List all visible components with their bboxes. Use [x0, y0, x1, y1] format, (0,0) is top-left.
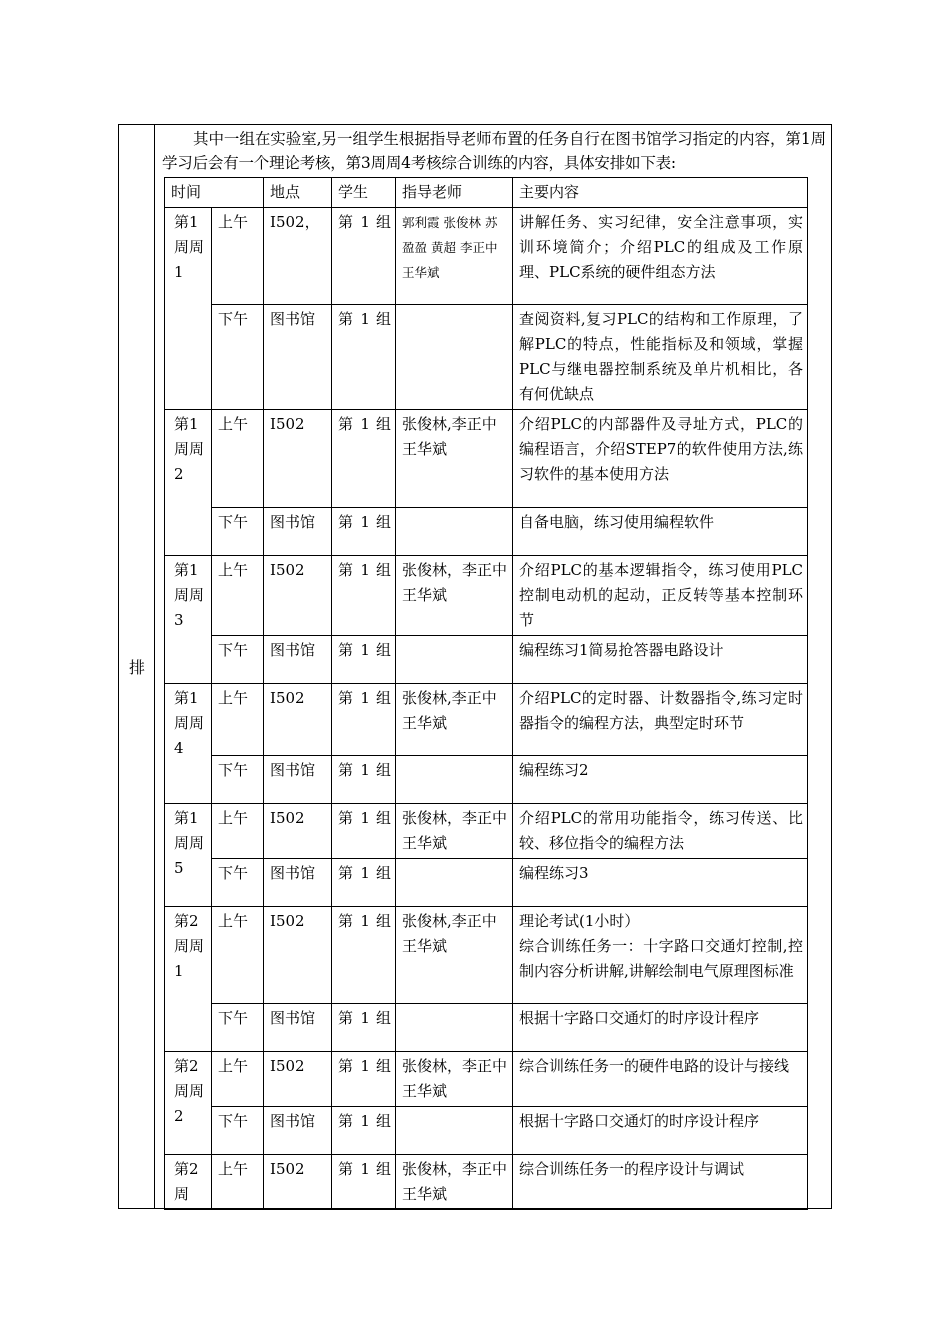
week-cell: 第1周周3 [165, 556, 212, 684]
teacher-cell [396, 636, 513, 684]
place-cell: I502 [264, 1052, 332, 1107]
table-header-row [165, 178, 808, 208]
section-label-column [119, 125, 155, 1208]
place-cell: 图书馆 [264, 305, 332, 410]
place-cell: 图书馆 [264, 1107, 332, 1155]
week-cell: 第2周周1 [165, 907, 212, 1052]
place-cell: I502， [264, 208, 332, 305]
content-text: 介绍PLC的常用功能指令，练习传送、比较、移位指令的编程方法 [519, 809, 804, 852]
group-cell: 第 1 组 [332, 907, 396, 1004]
place-cell: I502 [264, 556, 332, 636]
period-cell: 下午 [212, 1107, 264, 1155]
period-cell: 上午 [212, 410, 264, 508]
content-text: 介绍PLC的内部器件及寻址方式，PLC的编程语言，介绍STEP7的软件使用方法,练习软件的基本使用方法 [519, 415, 804, 483]
week-cell: 第1周周2 [165, 410, 212, 556]
table-row [165, 907, 808, 1004]
place-cell: 图书馆 [264, 508, 332, 556]
period-cell: 下午 [212, 636, 264, 684]
table-row [165, 508, 808, 556]
group-cell: 第 1 组 [332, 859, 396, 907]
place-cell: I502 [264, 684, 332, 756]
group-cell: 第 1 组 [332, 756, 396, 804]
content-cell [513, 410, 808, 508]
table-row [165, 410, 808, 508]
content-cell: 编程练习3 [513, 859, 808, 907]
table-row [165, 1107, 808, 1155]
content-cell [513, 1155, 808, 1210]
content-text: 讲解任务、实习纪律，安全注意事项，实训环境简介；介绍PLC的组成及工作原理、PLC系统的硬件组态方法 [519, 213, 804, 281]
table-row [165, 804, 808, 859]
teacher-cell: 张俊林，李正中 王华斌 [396, 1155, 513, 1210]
period-cell: 下午 [212, 508, 264, 556]
table-row [165, 305, 808, 410]
period-cell: 下午 [212, 1004, 264, 1052]
content-cell: 查阅资料,复习PLC的结构和工作原理，了解PLC的特点，性能指标及和领域，掌握PLC与继电器控制系统及单片机相比，各有何优缺点 [513, 305, 808, 410]
period-cell: 上午 [212, 556, 264, 636]
teacher-cell: 郭利霞 张俊林 苏盈盈 黄超 李正中 王华斌 [396, 208, 513, 305]
place-cell: I502 [264, 907, 332, 1004]
header-student: 学生 [332, 178, 396, 208]
content-cell: 编程练习2 [513, 756, 808, 804]
place-cell: I502 [264, 1155, 332, 1210]
table-row [165, 208, 808, 305]
group-cell: 第 1 组 [332, 1107, 396, 1155]
teacher-cell: 张俊林，李正中 王华斌 [396, 556, 513, 636]
content-text: 介绍PLC的定时器、计数器指令,练习定时器指令的编程方法，典型定时环节 [519, 689, 804, 732]
header-place: 地点 [264, 178, 332, 208]
period-cell: 上午 [212, 208, 264, 305]
group-cell: 第 1 组 [332, 1052, 396, 1107]
week-cell: 第1周周1 [165, 208, 212, 410]
table-row [165, 1052, 808, 1107]
place-cell: I502 [264, 804, 332, 859]
content-text: 理论考试(1小时） [519, 912, 640, 930]
group-cell: 第 1 组 [332, 410, 396, 508]
teacher-cell: 张俊林,李正中 王华斌 [396, 907, 513, 1004]
content-cell [513, 684, 808, 756]
content-cell [513, 208, 808, 305]
group-cell: 第 1 组 [332, 804, 396, 859]
group-cell: 第 1 组 [332, 556, 396, 636]
teacher-cell [396, 1107, 513, 1155]
group-cell: 第 1 组 [332, 208, 396, 305]
place-cell: 图书馆 [264, 1004, 332, 1052]
table-row [165, 1004, 808, 1052]
place-cell: 图书馆 [264, 859, 332, 907]
content-text-extra: 综合训练任务一：十字路口交通灯控制,控制内容分析讲解,讲解绘制电气原理图标准 [519, 937, 804, 980]
header-content: 主要内容 [513, 178, 808, 208]
teacher-cell [396, 1004, 513, 1052]
content-cell [513, 804, 808, 859]
header-teacher: 指导老师 [396, 178, 513, 208]
header-time: 时间 [165, 178, 264, 208]
document-frame [118, 124, 832, 1209]
teacher-cell: 张俊林，李正中 王华斌 [396, 1052, 513, 1107]
content-text: 介绍PLC的基本逻辑指令，练习使用PLC控制电动机的起动，正反转等基本控制环节 [519, 561, 804, 629]
table-row [165, 556, 808, 636]
period-cell: 下午 [212, 305, 264, 410]
teacher-cell [396, 859, 513, 907]
table-row [165, 756, 808, 804]
table-row [165, 684, 808, 756]
group-cell: 第 1 组 [332, 305, 396, 410]
teacher-cell: 张俊林，李正中 王华斌 [396, 804, 513, 859]
section-label: 排 [128, 658, 145, 677]
place-cell: I502 [264, 410, 332, 508]
week-cell: 第1周周4 [165, 684, 212, 804]
period-cell: 下午 [212, 756, 264, 804]
period-cell: 上午 [212, 684, 264, 756]
group-cell: 第 1 组 [332, 684, 396, 756]
teacher-cell [396, 756, 513, 804]
period-cell: 下午 [212, 859, 264, 907]
content-text: 综合训练任务一的程序设计与调试 [519, 1160, 745, 1178]
content-cell [513, 907, 808, 1004]
period-cell: 上午 [212, 1052, 264, 1107]
place-cell: 图书馆 [264, 636, 332, 684]
content-cell: 自备电脑，练习使用编程软件 [513, 508, 808, 556]
intro-paragraph: 其中一组在实验室,另一组学生根据指导老师布置的任务自行在图书馆学习指定的内容，第1周学习后会有一个理论考核，第3周周4考核综合训练的内容，具体安排如下表: [162, 130, 826, 172]
group-cell: 第 1 组 [332, 1155, 396, 1210]
table-row [165, 859, 808, 907]
table-row [165, 1155, 808, 1210]
content-cell [513, 556, 808, 636]
content-cell [513, 1052, 808, 1107]
teacher-cell: 张俊林,李正中 王华斌 [396, 684, 513, 756]
content-cell: 根据十字路口交通灯的时序设计程序 [513, 1107, 808, 1155]
period-cell: 上午 [212, 1155, 264, 1210]
table-row [165, 636, 808, 684]
content-cell: 根据十字路口交通灯的时序设计程序 [513, 1004, 808, 1052]
teacher-cell [396, 508, 513, 556]
period-cell: 上午 [212, 907, 264, 1004]
content-cell: 编程练习1简易抢答器电路设计 [513, 636, 808, 684]
group-cell: 第 1 组 [332, 636, 396, 684]
week-cell: 第2周 [165, 1155, 212, 1210]
content-text: 综合训练任务一的硬件电路的设计与接线 [519, 1057, 790, 1075]
group-cell: 第 1 组 [332, 1004, 396, 1052]
period-cell: 上午 [212, 804, 264, 859]
teacher-cell: 张俊林,李正中 王华斌 [396, 410, 513, 508]
week-cell: 第1周周5 [165, 804, 212, 907]
schedule-table [164, 177, 808, 1210]
group-cell: 第 1 组 [332, 508, 396, 556]
place-cell: 图书馆 [264, 756, 332, 804]
teacher-cell [396, 305, 513, 410]
week-cell: 第2周周2 [165, 1052, 212, 1155]
